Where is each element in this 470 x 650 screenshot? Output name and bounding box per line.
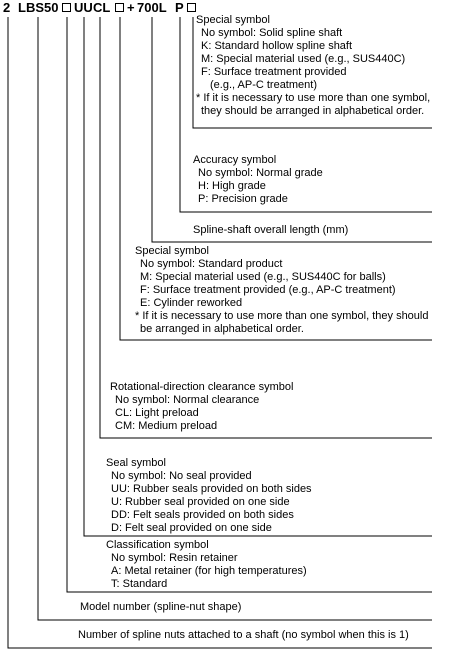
special-nut-note: be arranged in alphabetical order.: [140, 323, 304, 335]
code-plus: +: [127, 0, 135, 15]
clearance-block: [110, 381, 293, 433]
special-shaft-note: they should be arranged in alphabetical order.: [201, 105, 425, 117]
accuracy-block: [193, 154, 323, 206]
seal-line: U: Rubber seal provided on one side: [111, 496, 290, 508]
model-number-label: Model number (spline-nut shape): [80, 601, 242, 613]
code-length: 700L: [137, 0, 167, 15]
special-shaft-block: [196, 14, 430, 118]
special-nut-line: F: Surface treatment provided (e.g., AP-C treatment): [140, 284, 396, 296]
code-accuracy: P: [175, 0, 184, 15]
code-special-shaft-box: [187, 3, 196, 12]
classification-title: Classification symbol: [106, 539, 209, 551]
seal-line: UU: Rubber seals provided on both sides: [111, 483, 312, 495]
special-shaft-line: (e.g., AP-C treatment): [210, 79, 317, 91]
special-nut-block: [135, 245, 428, 336]
clearance-title: Rotational-direction clearance symbol: [110, 381, 294, 393]
code-clearance: CL: [93, 0, 111, 15]
special-shaft-line: M: Special material used (e.g., SUS440C): [201, 53, 406, 65]
special-shaft-note: * If it is necessary to use more than one symbol,: [196, 92, 431, 104]
special-nut-line: M: Special material used (e.g., SUS440C for balls): [140, 271, 386, 283]
accuracy-title: Accuracy symbol: [193, 154, 277, 166]
special-nut-note: * If it is necessary to use more than one symbol, they should: [135, 310, 429, 322]
seal-line: D: Felt seal provided on one side: [111, 522, 272, 534]
code-seal: UU: [74, 0, 93, 15]
special-shaft-title: Special symbol: [196, 14, 270, 26]
shaft-length-label: Spline-shaft overall length (mm): [193, 224, 349, 236]
special-shaft-line: F: Surface treatment provided: [201, 66, 347, 78]
classification-block: [106, 539, 307, 591]
special-nut-title: Special symbol: [135, 245, 209, 257]
special-nut-line: No symbol: Standard product: [140, 258, 283, 270]
classification-line: A: Metal retainer (for high temperatures): [111, 565, 307, 577]
accuracy-line: No symbol: Normal grade: [198, 167, 323, 179]
clearance-line: CL: Light preload: [115, 407, 199, 419]
nut-count-label: Number of spline nuts attached to a shaft (no symbol when this is 1): [78, 629, 409, 641]
clearance-line: No symbol: Normal clearance: [115, 394, 260, 406]
classification-line: T: Standard: [111, 578, 168, 590]
code-model: LBS50: [18, 0, 59, 15]
special-nut-line: E: Cylinder reworked: [140, 297, 243, 309]
seal-block: [106, 457, 312, 535]
code-nut-count: 2: [3, 0, 11, 15]
accuracy-line: P: Precision grade: [198, 193, 288, 205]
code-special-nut-box: [115, 3, 124, 12]
seal-line: No symbol: No seal provided: [111, 470, 252, 482]
code-classification-box: [62, 3, 71, 12]
classification-line: No symbol: Resin retainer: [111, 552, 238, 564]
clearance-line: CM: Medium preload: [115, 420, 218, 432]
accuracy-line: H: High grade: [198, 180, 266, 192]
seal-title: Seal symbol: [106, 457, 166, 469]
special-shaft-line: No symbol: Solid spline shaft: [201, 27, 343, 39]
seal-line: DD: Felt seals provided on both sides: [111, 509, 294, 521]
special-shaft-line: K: Standard hollow spline shaft: [201, 40, 353, 52]
